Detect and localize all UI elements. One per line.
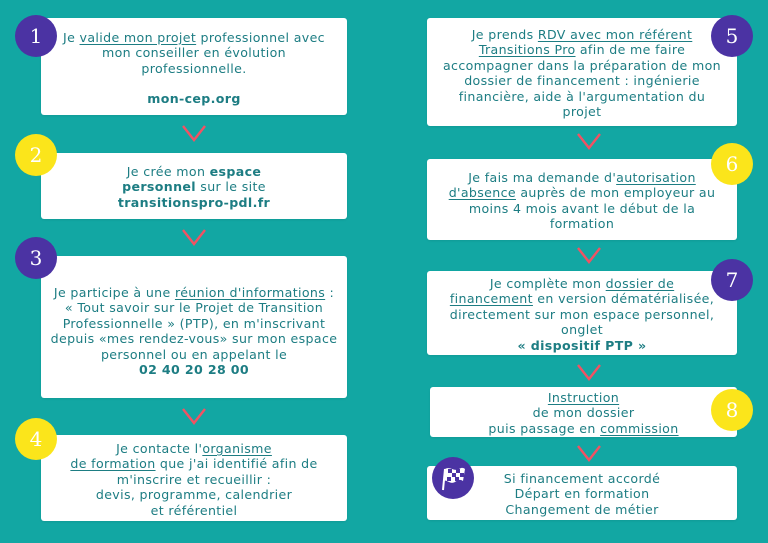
chevron-down-icon	[576, 132, 602, 150]
chevron-down-icon	[576, 246, 602, 264]
chevron-down-icon	[576, 363, 602, 381]
step-1-card	[41, 18, 347, 115]
organisme-formation-link[interactable]: organisme	[202, 441, 272, 456]
commission-link[interactable]: commission	[600, 420, 679, 436]
step-5-badge: 5	[711, 15, 753, 57]
transitionspro-link[interactable]: transitionspro-pdl.fr	[117, 194, 271, 210]
step-1-text: Je valide mon projet professionnel avec mon conseiller en évolution professionnelle. mon-cep.org	[41, 30, 347, 107]
chevron-down-icon	[181, 407, 207, 425]
step-2-text: Je crée mon espace personnel sur le site transitionspro-pdl.fr	[41, 164, 347, 210]
step-8-badge: 8	[711, 389, 753, 431]
step-4-badge: 4	[15, 418, 57, 460]
step-5-card	[427, 18, 737, 126]
step-3-card	[41, 256, 347, 398]
step-4-text: Je contacte l'organisme de formation que j'ai identifié afin de m'inscrire et recueillir : devis, programme, calendrier et référentiel	[70, 441, 318, 518]
final-step-text: Si financement accordé Départ en formation Changement de métier	[503, 471, 661, 517]
chevron-down-icon	[576, 444, 602, 462]
step-6-text: Je fais ma demande d'autorisation d'absence auprès de mon employeur au moins 4 mois avant le début de la formation	[448, 170, 716, 232]
autorisation-absence-link-2[interactable]: d'absence	[448, 185, 516, 201]
rdv-referent-link[interactable]: RDV avec mon référent	[537, 27, 693, 42]
step-8-card	[430, 387, 737, 437]
step-7-card	[427, 271, 737, 355]
checkered-flag-icon	[432, 457, 474, 499]
step-2-badge: 2	[15, 134, 57, 176]
step-8-text: Instruction de mon dossier puis passage en commission	[430, 390, 737, 436]
step-2-card	[41, 153, 347, 219]
chevron-down-icon	[181, 228, 207, 246]
autorisation-absence-link[interactable]: autorisation	[616, 170, 696, 185]
valide-projet-link[interactable]: valide mon projet	[79, 30, 197, 45]
step-6-badge: 6	[711, 143, 753, 185]
transitions-pro-link[interactable]: Transitions Pro	[478, 42, 576, 58]
step-3-text: Je participe à une réunion d'informations : « Tout savoir sur le Projet de Transition Professionnelle » (PTP), en m'inscrivant depuis «mes rendez-vous» sur mon espace personnel ou en appelant le 02 40 20 28 00	[41, 285, 347, 377]
dossier-financement-link[interactable]: dossier de	[605, 276, 675, 291]
dossier-financement-link-2[interactable]: financement	[449, 291, 533, 307]
step-7-badge: 7	[711, 259, 753, 301]
instruction-link[interactable]: Instruction	[547, 390, 620, 405]
step-3-badge: 3	[15, 237, 57, 279]
chevron-down-icon	[181, 124, 207, 142]
step-4-card	[41, 435, 347, 521]
mon-cep-link[interactable]: mon-cep.org	[147, 91, 241, 107]
phone-number[interactable]: 02 40 20 28 00	[138, 362, 250, 378]
step-6-card	[427, 159, 737, 240]
step-1-badge: 1	[15, 15, 57, 57]
step-7-text: Je complète mon dossier de financement en version dématérialisée, directement sur mon espace personnel, onglet « dispositif PTP »	[449, 276, 715, 353]
step-5-text: Je prends RDV avec mon référent Transitions Pro afin de me faire accompagner dans la préparation de mon dossier de financement : ingénierie financière, aide à l'argumentation du projet	[442, 27, 721, 120]
reunion-informations-link[interactable]: réunion d'informations	[174, 285, 326, 300]
organisme-formation-link-2[interactable]: de formation	[70, 456, 156, 472]
